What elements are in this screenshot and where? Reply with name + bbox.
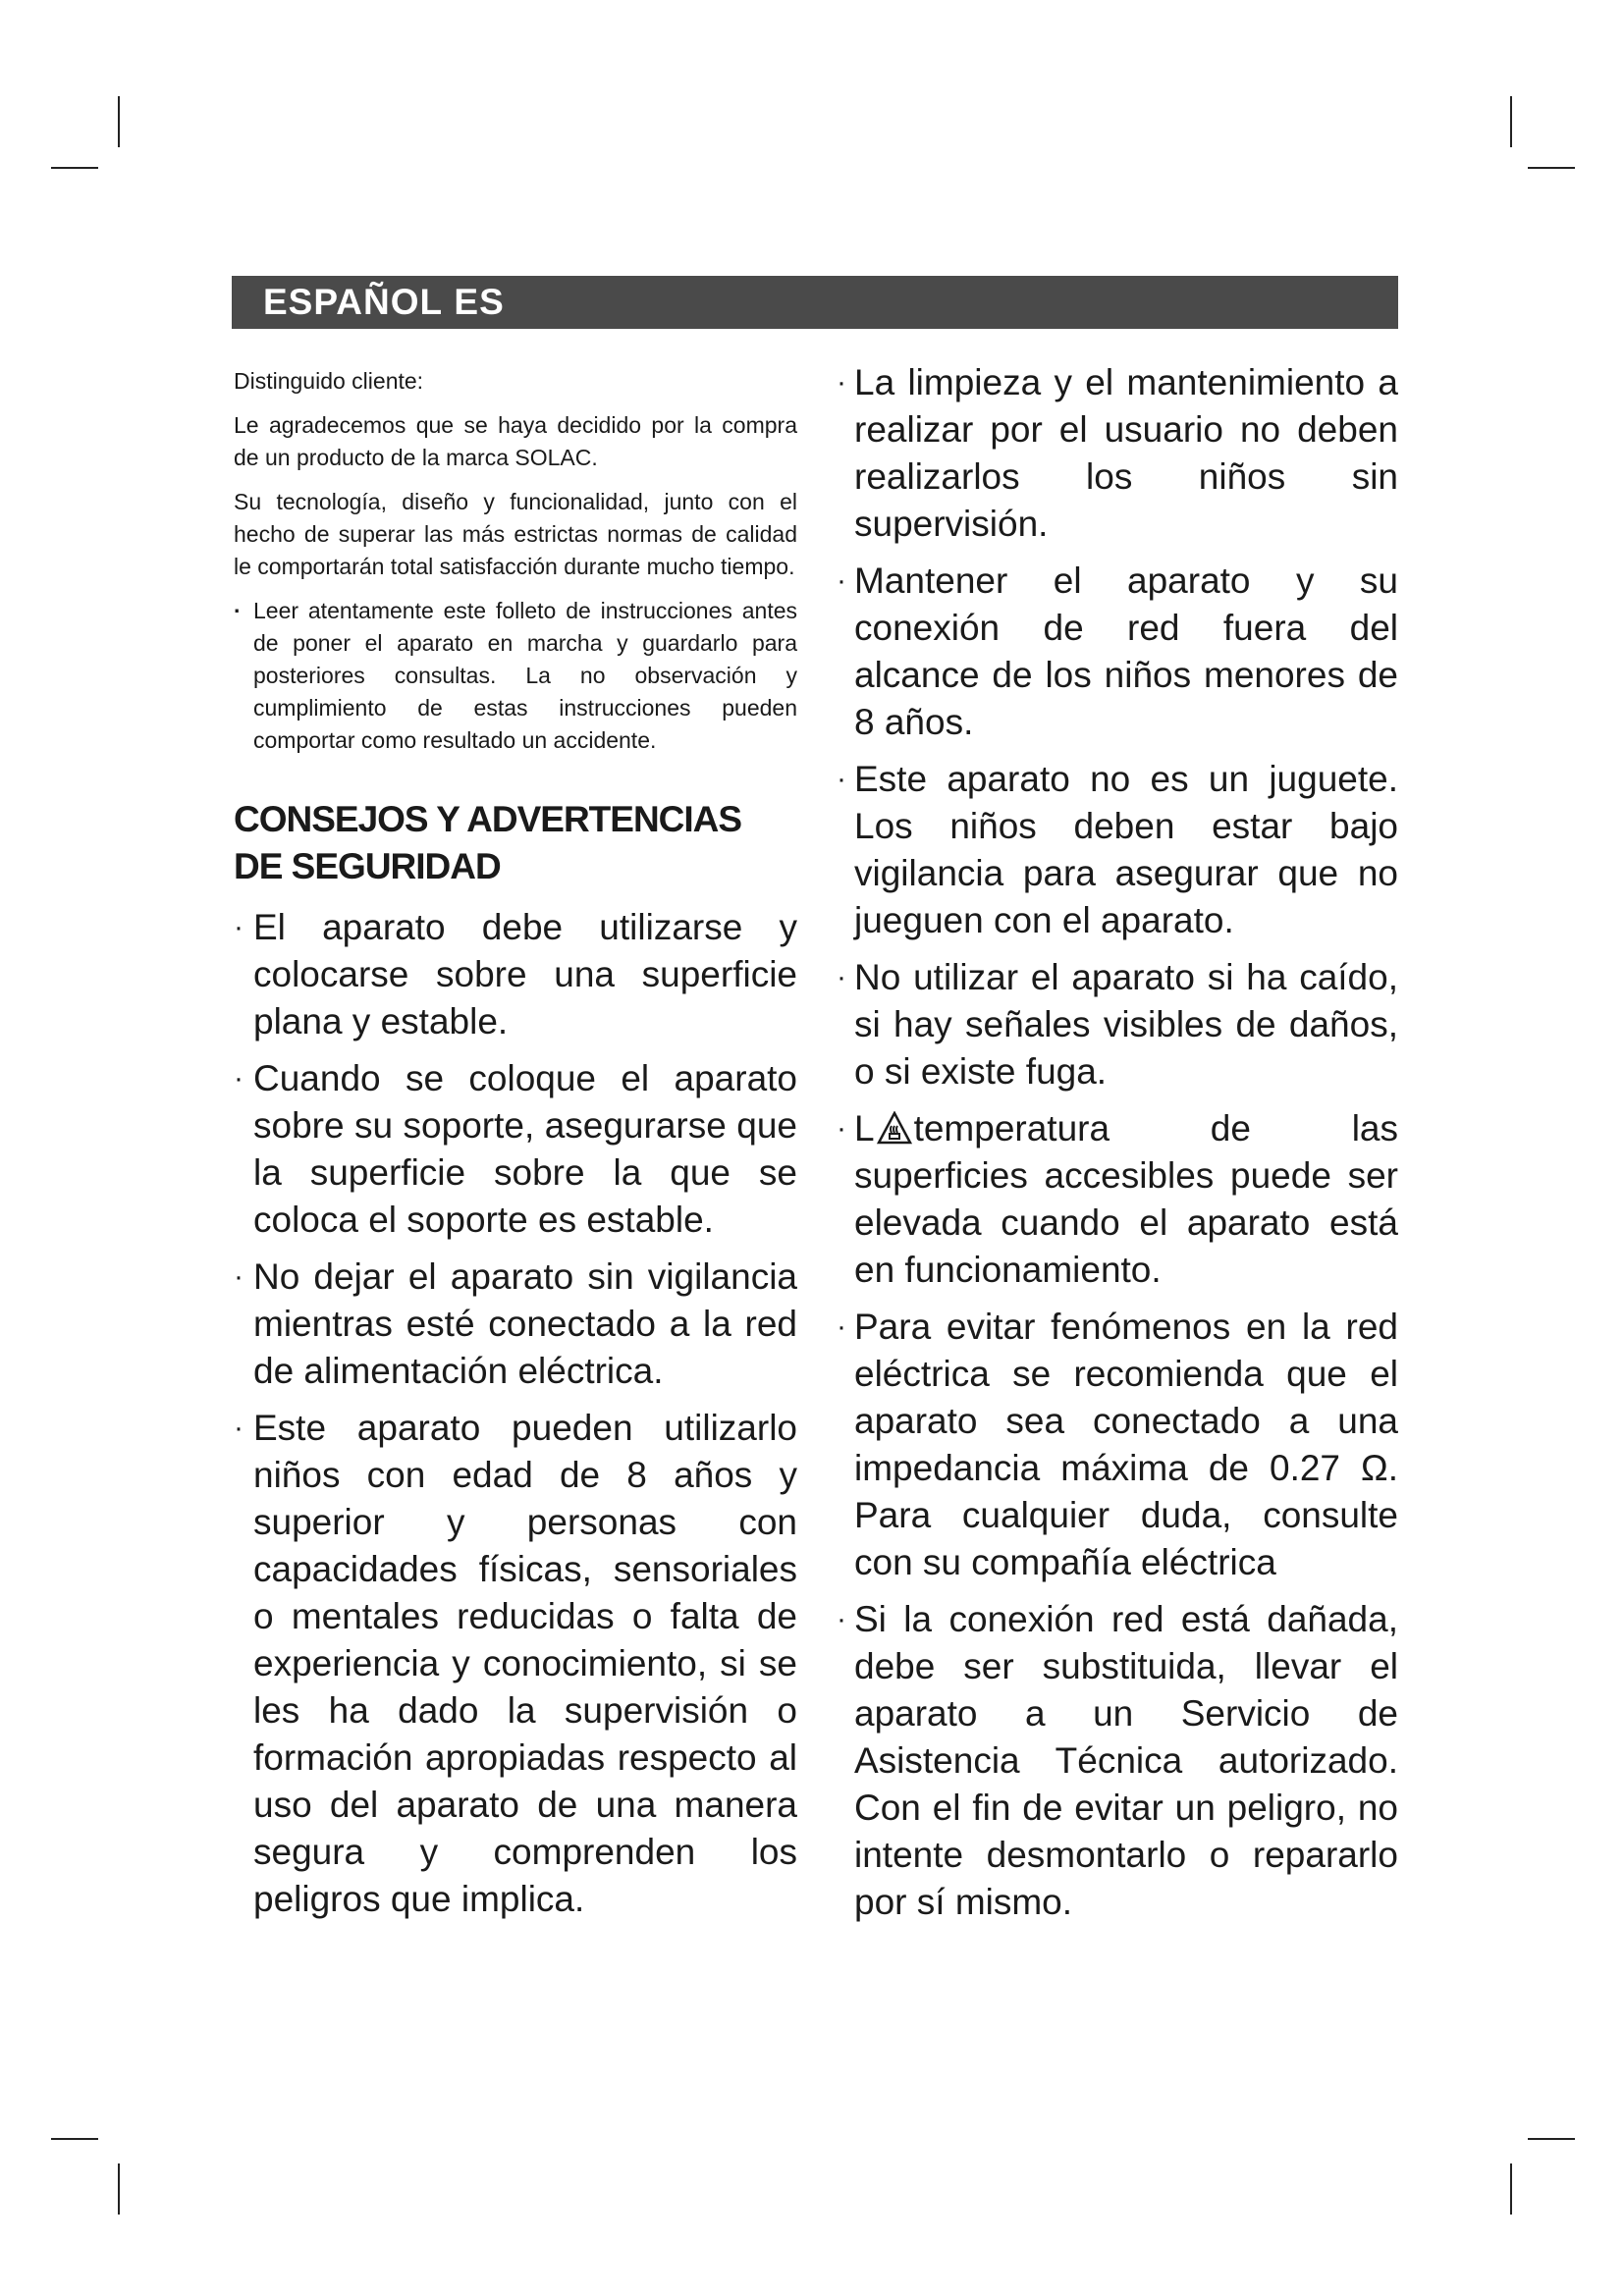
safety-item: · Cuando se coloque el aparato sobre su soporte, asegurarse que la superficie sobre la que se coloca el soporte es estable.: [234, 1055, 797, 1244]
crop-mark: [1528, 2138, 1575, 2140]
safety-item: · No dejar el aparato sin vigilancia mientras esté conectado a la red de alimentación eléctrica.: [234, 1254, 797, 1395]
safety-item: · Para evitar fenómenos en la red eléctrica se recomienda que el aparato sea conectado a una impedancia máxima de 0.27 Ω. Para cualquier duda, consulte con su compañía eléctrica: [842, 1304, 1398, 1586]
safety-item: · Este aparato pueden utilizarlo niños con edad de 8 años y superior y personas con capacidades físicas, sensoriales o mentales reducidas o falta de experiencia y conocimiento, si se les ha dado la supervisión o formación apropiadas respecto al uso del aparato de una manera segura y comprenden los peligros que implica.: [234, 1405, 797, 1923]
safety-item: · Si la conexión red está dañada, debe ser substituida, llevar el aparato a un Servicio de Asistencia Técnica autorizado. Con el fin de evitar un peligro, no intente desmontarlo o repararlo por sí mismo.: [842, 1596, 1398, 1926]
intro-paragraph: Su tecnología, diseño y funcionalidad, junto con el hecho de superar las más estrictas normas de calidad le comportarán total satisfacción durante mucho tiempo.: [234, 489, 797, 579]
safety-item: · Mantener el aparato y su conexión de red fuera del alcance de los niños menores de 8 años.: [842, 558, 1398, 746]
crop-mark: [118, 2163, 120, 2215]
greeting: Distinguido cliente:: [234, 368, 424, 394]
crop-mark: [51, 167, 98, 169]
hot-surface-item: [842, 1105, 1398, 1294]
language-code: ES: [454, 282, 505, 322]
crop-mark: [1510, 96, 1512, 147]
crop-mark: [118, 96, 120, 147]
safety-item: · No utilizar el aparato si ha caído, si hay señales visibles de daños, o si existe fuga.: [842, 954, 1398, 1095]
crop-mark: [1510, 2163, 1512, 2215]
intro-bullet: · Leer atentamente este folleto de instrucciones antes de poner el aparato en marcha y guardarlo para posteriores consultas. La no observación y cumplimiento de estas instrucciones pueden comportar como resultado un accidente.: [234, 595, 797, 757]
hot-surface-warning-icon: [877, 1111, 912, 1145]
right-column: [842, 359, 1398, 1936]
safety-item: · La limpieza y el mantenimiento a realizar por el usuario no deben realizarlos los niños sin supervisión.: [842, 359, 1398, 548]
intro-paragraph: Le agradecemos que se haya decidido por la compra de un producto de la marca SOLAC.: [234, 412, 797, 470]
language-banner: [232, 276, 1398, 329]
hot-surface-prefix: L: [854, 1108, 875, 1148]
crop-mark: [1528, 167, 1575, 169]
safety-item: · El aparato debe utilizarse y colocarse sobre una superficie plana y estable.: [234, 904, 797, 1045]
hot-surface-text: temperatura de las superficies accesibles puede ser elevada cuando el aparato está en funcionamiento.: [854, 1108, 1398, 1290]
safety-item: · Este aparato no es un juguete. Los niños deben estar bajo vigilancia para asegurar que no jueguen con el aparato.: [842, 756, 1398, 944]
language-title: ESPAÑOL: [263, 282, 444, 322]
left-column: [234, 365, 797, 1933]
section-title: CONSEJOS Y ADVERTENCIAS DE SEGURIDAD: [234, 799, 742, 886]
crop-mark: [51, 2138, 98, 2140]
